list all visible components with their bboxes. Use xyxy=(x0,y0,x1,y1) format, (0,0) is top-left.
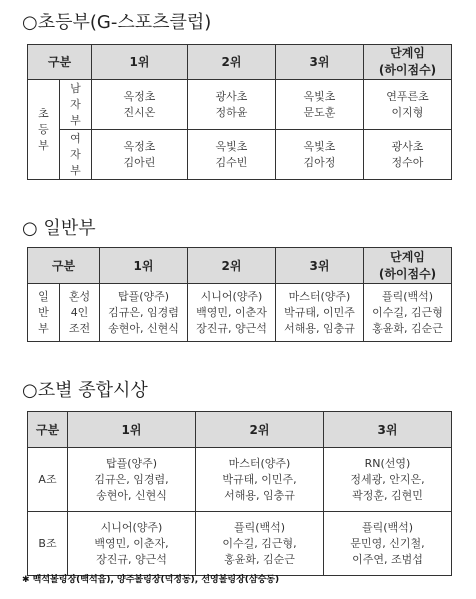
header-rank1: 1위 xyxy=(68,412,196,448)
rank1-cell: 시니어(양주) 백영민, 이춘자, 장진규, 양근석 xyxy=(68,512,196,576)
rank1-cell: 탑플(양주) 김규은, 임경렴 송현아, 신현식 xyxy=(100,284,188,342)
header-special: 단계임 (하이점수) xyxy=(364,248,452,284)
rank3-cell: 옥빛초 문도훈 xyxy=(276,80,364,130)
header-category: 구분 xyxy=(28,45,92,80)
table-row xyxy=(28,130,452,180)
header-row xyxy=(28,412,452,448)
rank1-cell: 탑플(양주) 김규은, 임경렴, 송현아, 신현식 xyxy=(68,448,196,512)
table-row xyxy=(28,512,452,576)
header-rank3: 3위 xyxy=(324,412,452,448)
rank3-cell: 마스터(양주) 박규태, 이민주 서해용, 임충규 xyxy=(276,284,364,342)
rank3-cell: 옥빛초 김아정 xyxy=(276,130,364,180)
division-cell: 초 등 부 xyxy=(28,80,60,180)
header-rank2: 2위 xyxy=(196,412,324,448)
group-cell: A조 xyxy=(28,448,68,512)
header-row xyxy=(28,45,452,80)
section3-title: ○조별 종합시상 xyxy=(22,380,148,401)
header-special: 단계임 (하이점수) xyxy=(364,45,452,80)
special-cell: 플릭(백석) 이수길, 김근형 홍윤화, 김순근 xyxy=(364,284,452,342)
general-results-table xyxy=(27,247,452,342)
rank3-cell: 플릭(백석) 문민영, 신기철, 이주연, 조범섭 xyxy=(324,512,452,576)
table-row xyxy=(28,80,452,130)
gender-cell: 여 자 부 xyxy=(60,130,92,180)
header-rank1: 1위 xyxy=(100,248,188,284)
header-rank2: 2위 xyxy=(188,45,276,80)
special-cell: 연푸른초 이지형 xyxy=(364,80,452,130)
header-row xyxy=(28,248,452,284)
elementary-results-table xyxy=(27,44,452,180)
rank2-cell: 옥빛초 김수빈 xyxy=(188,130,276,180)
special-cell: 광사초 정수아 xyxy=(364,130,452,180)
rank1-cell: 옥정초 진시온 xyxy=(92,80,188,130)
header-rank1: 1위 xyxy=(92,45,188,80)
header-rank3: 3위 xyxy=(276,248,364,284)
header-category: 구분 xyxy=(28,248,100,284)
footnote: ✱ 백석볼링장(백석읍), 양주볼링장(덕정동), 선영볼링장(삼숭동) xyxy=(22,575,280,585)
group-cell: B조 xyxy=(28,512,68,576)
table-row xyxy=(28,448,452,512)
rank2-cell: 광사초 정하윤 xyxy=(188,80,276,130)
rank2-cell: 마스터(양주) 박규태, 이민주, 서해용, 임충규 xyxy=(196,448,324,512)
rank1-cell: 옥정초 김아린 xyxy=(92,130,188,180)
gender-cell: 남 자 부 xyxy=(60,80,92,130)
section2-title: ○ 일반부 xyxy=(22,218,96,239)
group-awards-table xyxy=(27,411,452,576)
category-cell: 혼성 4인 조전 xyxy=(60,284,100,342)
header-rank3: 3위 xyxy=(276,45,364,80)
rank2-cell: 시니어(양주) 백영민, 이춘자 장진규, 양근석 xyxy=(188,284,276,342)
header-group: 구분 xyxy=(28,412,68,448)
rank3-cell: RN(선영) 정세광, 안지은, 곽정훈, 김현민 xyxy=(324,448,452,512)
header-rank2: 2위 xyxy=(188,248,276,284)
section1-title: ○초등부(G-스포츠클럽) xyxy=(22,12,212,33)
rank2-cell: 플릭(백석) 이수길, 김근형, 홍윤화, 김순근 xyxy=(196,512,324,576)
division-cell: 일 반 부 xyxy=(28,284,60,342)
table-row xyxy=(28,284,452,342)
